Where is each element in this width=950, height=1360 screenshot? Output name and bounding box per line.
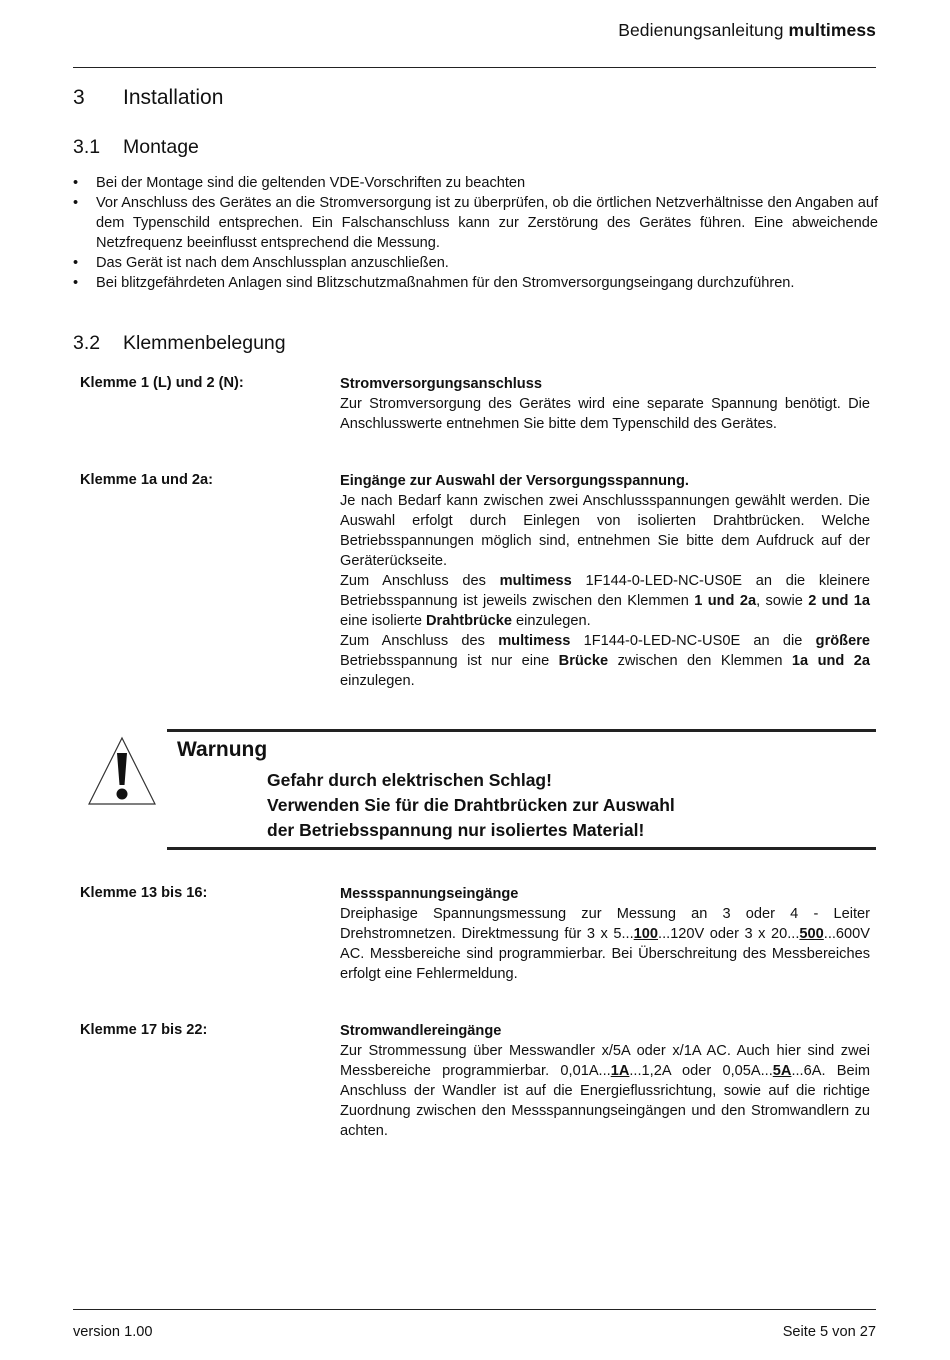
footer-version: version 1.00 (73, 1324, 153, 1340)
section-title: Installation (123, 86, 224, 109)
warning-line: Verwenden Sie für die Drahtbrücken zur Auswahl (267, 795, 675, 815)
text-run: ...600V AC. Messbereiche sind programmierbar. Bei Überschreitung des Messbereiches erfolgt eine Fehlermeldung. (340, 926, 871, 982)
warning-triangle-icon (86, 735, 158, 807)
text-run: einzulegen. (511, 613, 591, 629)
terminal-label: Klemme 13 bis 16: (80, 885, 208, 901)
section-title: Klemmenbelegung (123, 332, 286, 354)
default-value: 5A (772, 1063, 792, 1079)
terminal-title: Eingänge zur Auswahl der Versorgungsspannung. (340, 473, 689, 489)
terminal-text (340, 904, 870, 984)
terminal-title: Messspannungseingänge (340, 886, 519, 902)
text-run: ...6A. Beim Anschluss der Wandler ist auf die Energieflussrichtung, sowie auf die richtige Zuordnung zwischen den Messspannungseingängen und den Stromwandlern zu achten. (340, 1063, 871, 1139)
warning-line: Gefahr durch elektrischen Schlag! (267, 770, 552, 790)
text-run: Betriebsspannung ist nur eine (340, 653, 559, 669)
text-run: Zur Strommessung über Messwandler x/5A oder x/1A AC. Auch hier sind zwei Messbereiche programmierbar. 0,01A... (340, 1043, 870, 1079)
section-number: 3.1 (73, 136, 101, 158)
terminal-description (340, 1021, 870, 1141)
terminal-label: Klemme 1 (L) und 2 (N): (80, 375, 244, 391)
terminal-label: Klemme 1a und 2a: (80, 472, 214, 488)
text-run: ...120V oder 3 x 20... (658, 926, 800, 942)
header-title (618, 20, 876, 41)
text-run: einzulegen. (340, 673, 415, 689)
default-value: 500 (799, 926, 824, 942)
brand-name: multimess (499, 573, 572, 589)
montage-bullet-list (73, 173, 878, 293)
terminal-ref: 1a und 2a (791, 653, 870, 669)
terminal-text (340, 1041, 870, 1141)
text-run: Dreiphasige Spannungsmessung zur Messung an 3 oder 4 - Leiter Drehstromnetzen. Direktmessung für 3 x 5... (340, 906, 870, 942)
terminal-title: Stromwandlereingänge (340, 1023, 502, 1039)
header-brand: multimess (788, 20, 876, 40)
section-32-heading (73, 332, 286, 355)
list-item: • Vor Anschluss des Gerätes an die Stromversorgung ist zu überprüfen, ob die örtlichen Netzverhältnisse den Angaben auf dem Typenschild entsprechen. Ein Falschanschluss kann zur Zerstörung des Gerätes führen. Eine abweichende Netzfrequenz beeinflusst entsprechend die Messung. (73, 193, 878, 253)
emphasis: Drahtbrücke (426, 613, 512, 629)
brand-name: multimess (498, 633, 571, 649)
section-3-heading (73, 86, 223, 110)
section-number: 3.2 (73, 332, 101, 354)
list-item: • Bei blitzgefährdeten Anlagen sind Blitzschutzmaßnahmen für den Stromversorgungseingang durchzuführen. (73, 273, 878, 293)
terminal-text: Zur Stromversorgung des Gerätes wird eine separate Spannung benötigt. Die Anschlusswerte entnehmen Sie bitte dem Typenschild des Gerätes. (340, 396, 870, 432)
emphasis: größere (815, 633, 870, 649)
text-run: eine isolierte (340, 613, 426, 629)
text-run: 1F144-0-LED-NC-US0E an die (570, 633, 816, 649)
terminal-ref: 1 und 2a (694, 593, 757, 609)
terminal-title: Stromversorgungsanschluss (340, 376, 542, 392)
text-run: ...1,2A oder 0,05A... (629, 1063, 773, 1079)
terminal-label: Klemme 17 bis 22: (80, 1022, 208, 1038)
warning-box (167, 729, 876, 850)
text-run: Zum Anschluss des (340, 573, 500, 589)
header-title-prefix: Bedienungsanleitung (618, 20, 784, 40)
terminal-text (340, 631, 870, 691)
list-item: • Bei der Montage sind die geltenden VDE-Vorschriften zu beachten (73, 173, 878, 193)
page-header (73, 18, 876, 68)
warning-title: Warnung (177, 738, 268, 761)
text-run: zwischen den Klemmen (608, 653, 792, 669)
page-footer (73, 1309, 876, 1349)
default-value: 100 (633, 926, 659, 942)
default-value: 1A (610, 1063, 630, 1079)
terminal-text: Je nach Bedarf kann zwischen zwei Anschlussspannungen gewählt werden. Die Auswahl erfolgt durch Einlegen von isolierten Drahtbrücken. Welche Betriebsspannungen möglich sind, entnehmen Sie bitte dem Aufdruck auf der Geräterückseite. (340, 493, 870, 569)
terminal-ref: 2 und 1a (808, 593, 871, 609)
section-number: 3 (73, 86, 85, 109)
text-run: , sowie (756, 593, 809, 609)
emphasis: Brücke (558, 653, 609, 669)
terminal-description (340, 374, 870, 434)
warning-text (267, 768, 675, 843)
warning-line: der Betriebsspannung nur isoliertes Material! (267, 820, 645, 840)
terminal-text (340, 571, 870, 631)
list-item: • Das Gerät ist nach dem Anschlussplan anzuschließen. (73, 253, 878, 273)
text-run: 1F144-0-LED-NC-US0E an die kleinere Betriebsspannung ist jeweils zwischen den Klemmen (340, 573, 871, 609)
footer-page-number: Seite 5 von 27 (782, 1324, 876, 1340)
terminal-description (340, 884, 870, 984)
section-title: Montage (123, 136, 199, 158)
section-31-heading (73, 136, 199, 159)
text-run: Zum Anschluss des (340, 633, 499, 649)
terminal-description (340, 471, 870, 691)
